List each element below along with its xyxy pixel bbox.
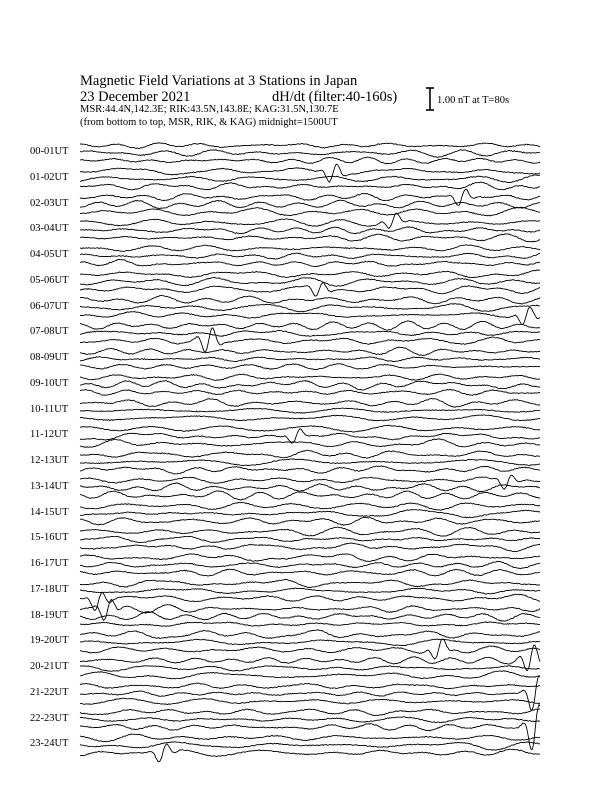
trace-rik — [80, 639, 540, 646]
row-label: 20-21UT — [30, 661, 69, 672]
row-label: 13-14UT — [30, 480, 69, 492]
row-label: 12-13UT — [30, 455, 69, 466]
chart-date: 23 December 2021 — [80, 89, 191, 105]
trace-msr — [80, 466, 540, 474]
trace-rik — [80, 666, 540, 672]
trace-rik — [80, 357, 540, 362]
trace-rik — [80, 278, 540, 287]
row-label: 04-05UT — [30, 249, 69, 260]
row-label: 16-17UT — [30, 558, 69, 569]
trace-kag — [80, 270, 540, 278]
row-label: 11-12UT — [30, 429, 69, 441]
trace-msr — [80, 517, 540, 525]
trace-msr — [80, 234, 540, 242]
trace-kag — [80, 683, 540, 689]
row-label: 02-03UT — [30, 197, 69, 209]
row-label: 00-01UT — [30, 146, 69, 157]
trace-kag — [80, 295, 540, 304]
trace-msr — [80, 569, 540, 576]
trace-msr — [80, 364, 540, 370]
trace-rik — [80, 304, 540, 312]
trace-msr — [80, 543, 540, 552]
trace-msr — [80, 328, 540, 352]
trace-kag — [80, 347, 540, 355]
trace-rik — [80, 253, 540, 259]
trace-kag — [80, 450, 540, 458]
trace-rik — [80, 331, 540, 337]
trace-msr — [80, 207, 540, 216]
trace-kag — [80, 213, 540, 228]
station-coordinates: MSR:44.4N,142.3E; RIK:43.5N,143.8E; KAG:31.5N,130.7E — [80, 104, 339, 115]
trace-msr — [80, 282, 540, 296]
trace-rik — [80, 612, 540, 622]
chart-title: Magnetic Field Variations at 3 Stations in Japan — [80, 73, 358, 89]
trace-msr — [80, 491, 540, 500]
row-label: 10-11UT — [30, 403, 69, 415]
trace-rik — [80, 227, 540, 234]
trace-kag — [80, 580, 540, 588]
chart-quantity: dH/dt (filter:40-160s) — [272, 89, 398, 105]
trace-kag — [80, 734, 540, 742]
scale-bar-label: 1.00 nT at T=80s — [437, 95, 510, 106]
trace-msr — [80, 671, 540, 679]
trace-kag — [80, 245, 540, 252]
trace-rik — [80, 742, 540, 750]
trace-kag — [80, 554, 540, 562]
row-label: 19-20UT — [30, 635, 69, 647]
row-label: 05-06UT — [30, 274, 69, 286]
trace-kag — [80, 709, 540, 716]
trace-msr — [80, 182, 540, 190]
row-label: 22-23UT — [30, 712, 69, 724]
trace-rik — [80, 381, 540, 391]
trace-msr — [80, 622, 540, 627]
row-label: 07-08UT — [30, 326, 69, 338]
trace-kag — [80, 189, 540, 205]
row-label: 23-24UT — [30, 738, 69, 750]
trace-msr — [80, 390, 540, 396]
trace-kag — [80, 527, 540, 536]
trace-msr — [80, 157, 540, 164]
row-label: 14-15UT — [30, 506, 69, 518]
row-label: 17-18UT — [30, 583, 69, 595]
row-label: 01-02UT — [30, 171, 69, 183]
trace-rik — [80, 429, 540, 443]
row-label: 06-07UT — [30, 300, 69, 312]
trace-msr — [80, 698, 540, 704]
trace-rik — [80, 483, 540, 492]
trace-kag — [80, 630, 540, 639]
trace-rik — [80, 459, 540, 466]
trace-rik — [80, 175, 540, 183]
row-label: 18-19UT — [30, 609, 69, 621]
trace-msr — [80, 439, 540, 447]
trace-rik — [80, 150, 540, 158]
trace-rik — [80, 676, 540, 710]
row-label: 15-16UT — [30, 532, 69, 544]
trace-kag — [80, 374, 540, 380]
row-label: 09-10UT — [30, 377, 69, 389]
row-label: 21-22UT — [30, 686, 69, 698]
station-order-note: (from bottom to top, MSR, RIK, & KAG) midnight=1500UT — [80, 117, 338, 128]
trace-rik — [80, 561, 540, 569]
trace-rik — [80, 717, 540, 723]
trace-kag — [80, 425, 540, 432]
row-label: 03-04UT — [30, 223, 69, 235]
traces — [80, 143, 540, 762]
trace-rik — [80, 408, 540, 413]
row-label: 08-09UT — [30, 352, 69, 363]
trace-kag — [80, 321, 540, 330]
trace-rik — [80, 536, 540, 542]
trace-msr — [80, 415, 540, 421]
trace-rik — [80, 200, 540, 209]
trace-kag — [80, 502, 540, 510]
trace-msr — [80, 260, 540, 267]
trace-rik — [80, 588, 540, 594]
trace-rik — [80, 510, 540, 518]
scale-bar — [426, 88, 434, 110]
trace-kag — [80, 398, 540, 407]
trace-kag — [80, 143, 540, 149]
